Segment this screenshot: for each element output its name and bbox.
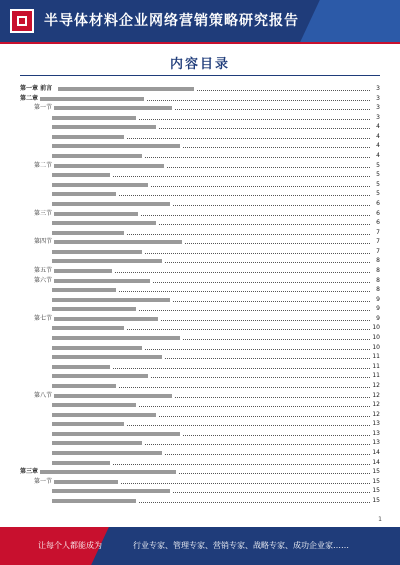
toc-entry[interactable] <box>20 141 380 151</box>
toc-entry-leader <box>153 276 370 283</box>
toc-entry[interactable] <box>20 323 380 333</box>
toc-entry-page: 6 <box>376 199 380 207</box>
toc-entry-title <box>52 403 136 407</box>
toc-entry-page: 8 <box>376 257 380 265</box>
toc-entry-page: 7 <box>376 238 380 246</box>
toc-entry-title <box>52 307 136 311</box>
toc-entry[interactable] <box>20 199 380 209</box>
toc-entry[interactable] <box>20 391 380 401</box>
toc-entry[interactable] <box>20 352 380 362</box>
toc-entry-title <box>54 269 112 273</box>
toc-entry[interactable] <box>20 180 380 190</box>
toc-entry-page: 9 <box>376 305 380 313</box>
toc-entry-title <box>52 202 170 206</box>
toc-entry[interactable] <box>20 486 380 496</box>
toc-entry-page: 12 <box>372 381 380 389</box>
toc-entry[interactable] <box>20 209 380 219</box>
toc-entry-title <box>52 326 124 330</box>
report-header <box>0 0 400 42</box>
toc-entry-leader <box>139 113 370 120</box>
toc-entry-leader <box>139 304 370 311</box>
toc-entry-leader <box>185 237 370 244</box>
toc-entry-label: 第三章 <box>20 468 39 476</box>
toc-entry-title <box>52 355 162 359</box>
toc-entry-leader <box>147 94 370 101</box>
toc-entry[interactable] <box>20 314 380 324</box>
toc-entry[interactable] <box>20 266 380 276</box>
toc-entry[interactable] <box>20 429 380 439</box>
toc-entry-leader <box>175 391 370 398</box>
toc-entry[interactable] <box>20 477 380 487</box>
toc-entry-leader <box>183 333 370 340</box>
toc-entry-title <box>58 87 194 91</box>
toc-entry[interactable] <box>20 458 380 468</box>
toc-entry[interactable] <box>20 151 380 161</box>
toc-entry[interactable] <box>20 467 380 477</box>
toc-entry-leader <box>127 132 370 139</box>
toc-entry-leader <box>127 419 370 426</box>
toc-entry-title <box>40 97 144 101</box>
toc-entry[interactable] <box>20 343 380 353</box>
toc-entry-title <box>52 173 110 177</box>
toc-entry-page: 7 <box>376 247 380 255</box>
toc-entry-leader <box>183 429 370 436</box>
toc-entry-title <box>52 489 170 493</box>
toc-entry-page: 12 <box>372 391 380 399</box>
toc-entry-title <box>54 164 164 168</box>
toc-entry[interactable] <box>20 295 380 305</box>
toc-entry-title <box>52 365 110 369</box>
toc-entry-title <box>52 346 142 350</box>
toc-entry-leader <box>173 295 370 302</box>
toc-entry-title <box>54 212 138 216</box>
toc-entry-page: 10 <box>372 343 380 351</box>
toc-entry-title <box>52 125 156 129</box>
toc-entry-page: 14 <box>372 458 380 466</box>
toc-entry-leader <box>139 496 370 503</box>
toc-entry-leader <box>161 314 370 321</box>
toc-entry[interactable] <box>20 419 380 429</box>
toc-entry-page: 10 <box>372 334 380 342</box>
toc-entry-page: 11 <box>372 362 380 370</box>
toc-entry-page: 5 <box>376 180 380 188</box>
toc-entry-page: 4 <box>376 142 380 150</box>
toc-entry-title <box>52 451 162 455</box>
toc-entry-page: 3 <box>376 94 380 102</box>
toc-entry-title <box>52 441 142 445</box>
footer-tagline: 行业专家、管理专家、营销专家、战略专家、成功企业家…… <box>133 541 349 550</box>
brand-logo-icon <box>10 9 34 33</box>
toc-entry-page: 8 <box>376 286 380 294</box>
toc-entry-leader <box>119 189 370 196</box>
toc-entry-leader <box>145 438 370 445</box>
toc-entry-title <box>54 106 172 110</box>
toc-entry-title <box>52 144 180 148</box>
toc-entry-leader <box>151 180 370 187</box>
page-number: 1 <box>378 516 382 523</box>
toc-entry-title <box>52 135 124 139</box>
toc-entry-page: 14 <box>372 448 380 456</box>
toc-entry-page: 10 <box>372 324 380 332</box>
toc-entry-title <box>52 154 142 158</box>
toc-entry-page: 13 <box>372 429 380 437</box>
toc-entry-page: 11 <box>372 372 380 380</box>
toc-entry-page: 12 <box>372 410 380 418</box>
toc-entry-page: 15 <box>372 468 380 476</box>
toc-entry-page: 9 <box>376 314 380 322</box>
toc-entry-leader <box>127 323 370 330</box>
toc-entry-leader <box>165 448 370 455</box>
toc-entry-label: 第四节 <box>34 238 53 246</box>
toc-entry[interactable] <box>20 228 380 238</box>
toc-entry[interactable] <box>20 410 380 420</box>
toc-entry-page: 4 <box>376 132 380 140</box>
toc-entry-title <box>52 499 136 503</box>
toc-entry-page: 5 <box>376 161 380 169</box>
toc-entry[interactable] <box>20 132 380 142</box>
toc-entry[interactable] <box>20 400 380 410</box>
toc-entry-title <box>52 432 180 436</box>
toc-entry-title <box>52 384 116 388</box>
toc-entry[interactable] <box>20 438 380 448</box>
toc-entry-label: 第二节 <box>34 161 53 169</box>
toc-entry-page: 6 <box>376 219 380 227</box>
toc-entry-title <box>40 470 176 474</box>
toc-entry-page: 8 <box>376 276 380 284</box>
toc-entry-leader <box>127 228 370 235</box>
toc-entry[interactable] <box>20 362 380 372</box>
toc-entry-label: 第六节 <box>34 276 53 284</box>
toc-entry-leader <box>145 151 370 158</box>
toc-entry[interactable] <box>20 304 380 314</box>
toc-entry-page: 5 <box>376 190 380 198</box>
toc-entry-page: 3 <box>376 113 380 121</box>
toc-entry-leader <box>119 381 370 388</box>
toc-entry[interactable] <box>20 161 380 171</box>
toc-entry[interactable] <box>20 448 380 458</box>
toc-entry-leader <box>151 371 370 378</box>
toc-entry-leader <box>165 256 370 263</box>
toc-entry[interactable] <box>20 237 380 247</box>
report-title: 半导体材料企业网络营销策略研究报告 <box>44 13 299 29</box>
toc-entry-leader <box>159 218 370 225</box>
toc-entry-leader <box>173 199 370 206</box>
toc-entry[interactable] <box>20 170 380 180</box>
toc-entry-page: 15 <box>372 487 380 495</box>
toc-heading-rule <box>20 75 380 76</box>
toc-entry-leader <box>119 285 370 292</box>
toc-entry-title <box>52 422 124 426</box>
toc-entry-leader <box>113 458 370 465</box>
header-red-divider <box>0 42 400 44</box>
toc-entry[interactable] <box>20 122 380 132</box>
toc-entry-page: 13 <box>372 420 380 428</box>
toc-entry-label: 第一节 <box>34 477 53 485</box>
toc-entry-page: 15 <box>372 477 380 485</box>
toc-entry-label: 第一节 <box>34 104 53 112</box>
toc-entry-title <box>54 317 158 321</box>
toc-entry-title <box>52 192 116 196</box>
report-footer <box>0 527 400 565</box>
toc-entry[interactable] <box>20 84 380 94</box>
toc-entry-title <box>52 259 162 263</box>
toc-entry[interactable] <box>20 496 380 506</box>
toc-entry-page: 5 <box>376 171 380 179</box>
toc-entry[interactable] <box>20 333 380 343</box>
toc-entry-label: 第七节 <box>34 314 53 322</box>
toc-entry-leader <box>113 170 370 177</box>
toc-entry-title <box>52 298 170 302</box>
toc-entry-title <box>52 288 116 292</box>
toc-entry-title <box>52 116 136 120</box>
toc-entry[interactable] <box>20 218 380 228</box>
toc-entry-leader <box>179 467 370 474</box>
toc-entry-page: 4 <box>376 123 380 131</box>
toc-entry-leader <box>121 477 370 484</box>
toc-entry-page: 4 <box>376 152 380 160</box>
toc-entry-leader <box>159 122 370 129</box>
toc-entry[interactable] <box>20 189 380 199</box>
toc-entry-leader <box>167 161 370 168</box>
toc-heading: 内容目录 <box>169 57 230 72</box>
toc-entry-page: 8 <box>376 266 380 274</box>
toc-entry-title <box>52 231 124 235</box>
toc-entry-page: 13 <box>372 439 380 447</box>
toc-entry-title <box>52 221 156 225</box>
toc-entry-leader <box>183 141 370 148</box>
toc-entry-title <box>54 279 150 283</box>
toc-entry-title <box>52 250 142 254</box>
toc-entry-title <box>52 461 110 465</box>
toc-entry-leader <box>113 362 370 369</box>
toc-entry-label: 第八节 <box>34 391 53 399</box>
toc-entry-title <box>54 394 172 398</box>
header-accent-shape <box>300 0 400 42</box>
toc-entry[interactable] <box>20 103 380 113</box>
footer-slogan: 让每个人都能成为 <box>38 541 102 550</box>
toc-entry-title <box>52 374 148 378</box>
toc-entry[interactable] <box>20 381 380 391</box>
toc-entry-leader <box>115 266 370 273</box>
toc-entry-page: 3 <box>376 85 380 92</box>
toc-entry[interactable] <box>20 256 380 266</box>
toc-entry-leader <box>139 400 370 407</box>
toc-entry-leader <box>145 343 370 350</box>
toc-entry-leader <box>197 84 370 91</box>
toc-entry-label: 第二章 <box>20 94 39 102</box>
toc-entry-label: 第五节 <box>34 266 53 274</box>
toc-entry-title <box>54 480 118 484</box>
toc-entry-page: 7 <box>376 228 380 236</box>
toc-entry[interactable] <box>20 371 380 381</box>
toc-entry-title <box>52 413 156 417</box>
toc-entry[interactable] <box>20 285 380 295</box>
toc-entry[interactable] <box>20 276 380 286</box>
toc-list <box>20 84 380 505</box>
toc-entry-leader <box>173 486 370 493</box>
toc-entry[interactable] <box>20 247 380 257</box>
toc-entry-leader <box>175 103 370 110</box>
toc-entry-page: 9 <box>376 295 380 303</box>
toc-entry-label: 第一章 前言 <box>20 85 53 92</box>
toc-entry-title <box>52 336 180 340</box>
toc-entry-page: 6 <box>376 209 380 217</box>
toc-entry-label: 第三节 <box>34 209 53 217</box>
toc-entry[interactable] <box>20 113 380 123</box>
toc-entry-page: 15 <box>372 496 380 504</box>
toc-entry-page: 11 <box>372 353 380 361</box>
toc-entry-title <box>54 240 182 244</box>
toc-entry-title <box>52 183 148 187</box>
toc-entry-leader <box>159 410 370 417</box>
toc-entry-page: 12 <box>372 401 380 409</box>
toc-entry-leader <box>165 352 370 359</box>
toc-entry-leader <box>141 209 370 216</box>
toc-entry-page: 3 <box>376 104 380 112</box>
toc-entry-leader <box>145 247 370 254</box>
toc-entry[interactable] <box>20 94 380 104</box>
